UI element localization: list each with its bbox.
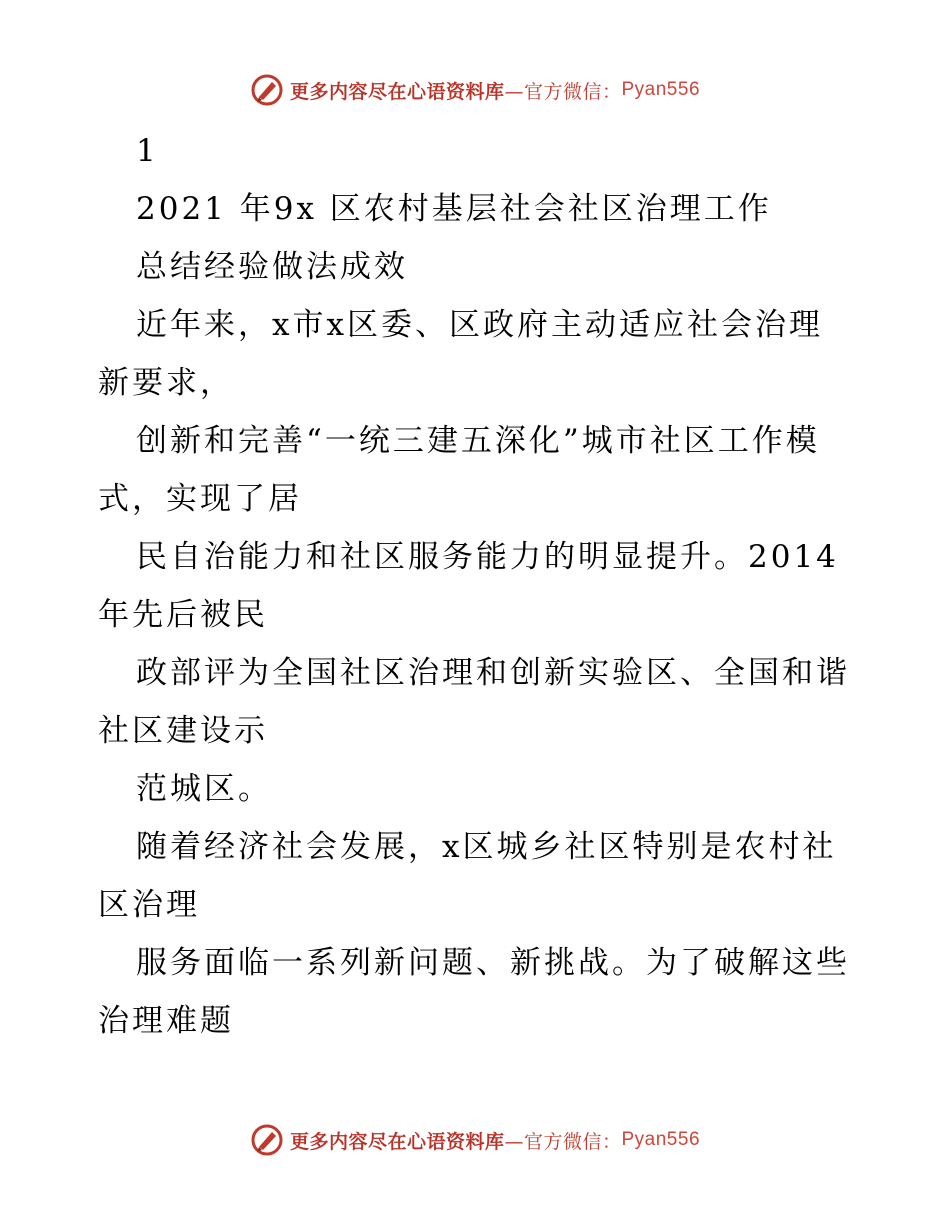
header-watermark	[0, 70, 950, 110]
banner-subtitle: —官方微信：	[504, 1130, 622, 1153]
text-line: 民自治能力和社区服务能力的明显提升。2014	[136, 539, 839, 575]
text-line: 随着经济社会发展，x区城乡社区特别是农村社	[136, 829, 837, 865]
pen-logo-icon	[250, 73, 284, 107]
document-body	[98, 122, 858, 1050]
banner-title: 更多内容尽在心语资料库	[289, 80, 505, 103]
text-line: 社区建设示	[98, 713, 268, 749]
text-line: 区治理	[98, 887, 200, 923]
text-line: 近年来，x市x区委、区政府主动适应社会治理	[136, 307, 823, 343]
text-line: 总结经验做法成效	[136, 249, 408, 285]
text-line: 服务面临一系列新问题、新挑战。为了破解这些	[136, 945, 850, 981]
text-line: 新要求，	[98, 365, 234, 401]
footer-watermark	[0, 1120, 950, 1160]
text-line: 政部评为全国社区治理和创新实验区、全国和谐	[136, 655, 850, 691]
banner-subtitle: —官方微信：	[504, 80, 622, 103]
banner-wechat-id: Pyan556	[621, 79, 701, 100]
text-line: 创新和完善“一统三建五深化”城市社区工作模	[136, 423, 820, 459]
text-line: 治理难题	[98, 1003, 234, 1039]
text-line: 年先后被民	[98, 597, 268, 633]
text-line: 式，实现了居	[98, 481, 302, 517]
text-line: 范城区。	[136, 771, 272, 807]
text-line: 2021 年9x 区农村基层社会社区治理工作	[136, 191, 772, 227]
banner-title: 更多内容尽在心语资料库	[289, 1130, 505, 1153]
pen-logo-icon	[250, 1123, 284, 1157]
text-line: 1	[136, 133, 159, 169]
banner-wechat-id: Pyan556	[621, 1129, 701, 1150]
